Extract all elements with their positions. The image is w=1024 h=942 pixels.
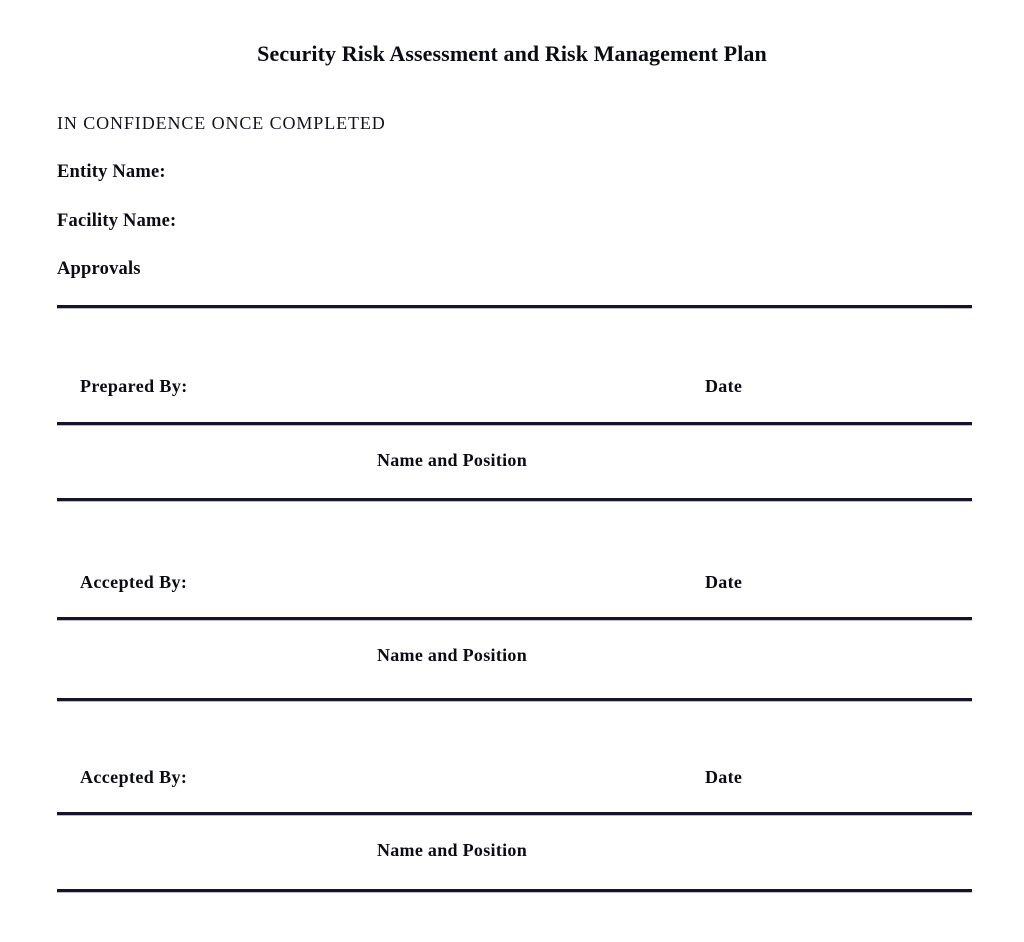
approval-block-1-signature-row: [0, 376, 1024, 402]
accepted-by-date-field-2[interactable]: [770, 763, 970, 793]
divider-rule-2: [57, 422, 972, 425]
approval-block-1-name-position-field[interactable]: [57, 474, 972, 496]
confidentiality-notice: IN CONFIDENCE ONCE COMPLETED: [57, 113, 386, 133]
accepted-by-label-1: Accepted By:: [80, 572, 188, 592]
accepted-by-signature-field-2[interactable]: [230, 763, 680, 793]
entity-name-label: Entity Name:: [57, 162, 166, 182]
prepared-by-signature-field[interactable]: [230, 372, 680, 402]
approval-block-2-name-position-label: Name and Position: [376, 645, 528, 665]
divider-rule-5: [57, 698, 972, 701]
accepted-by-date-label-1: Date: [705, 572, 743, 592]
divider-rule-6: [57, 812, 972, 815]
approval-block-2-signature-row: [0, 572, 1024, 598]
approval-block-3-signature-row: [0, 767, 1024, 793]
divider-rule-4: [57, 617, 972, 620]
prepared-by-date-label: Date: [705, 376, 743, 396]
entity-name-field[interactable]: [200, 160, 970, 186]
accepted-by-date-field-1[interactable]: [770, 568, 970, 598]
prepared-by-date-field[interactable]: [770, 372, 970, 402]
accepted-by-date-label-2: Date: [705, 767, 743, 787]
facility-name-field[interactable]: [215, 209, 970, 235]
divider-rule-1: [57, 305, 972, 308]
divider-rule-7: [57, 889, 972, 892]
approval-block-1-name-position-label: Name and Position: [376, 450, 528, 470]
approval-block-3-name-position-label: Name and Position: [376, 840, 528, 860]
prepared-by-label: Prepared By:: [80, 376, 188, 396]
page-title: Security Risk Assessment and Risk Management Plan: [257, 41, 767, 66]
divider-rule-3: [57, 498, 972, 501]
facility-name-label: Facility Name:: [57, 211, 177, 231]
accepted-by-label-2: Accepted By:: [80, 767, 188, 787]
approvals-heading: Approvals: [57, 259, 141, 279]
accepted-by-signature-field-1[interactable]: [230, 568, 680, 598]
approval-block-2-name-position-field[interactable]: [57, 672, 972, 694]
approval-block-3-name-position-field[interactable]: [57, 864, 972, 886]
